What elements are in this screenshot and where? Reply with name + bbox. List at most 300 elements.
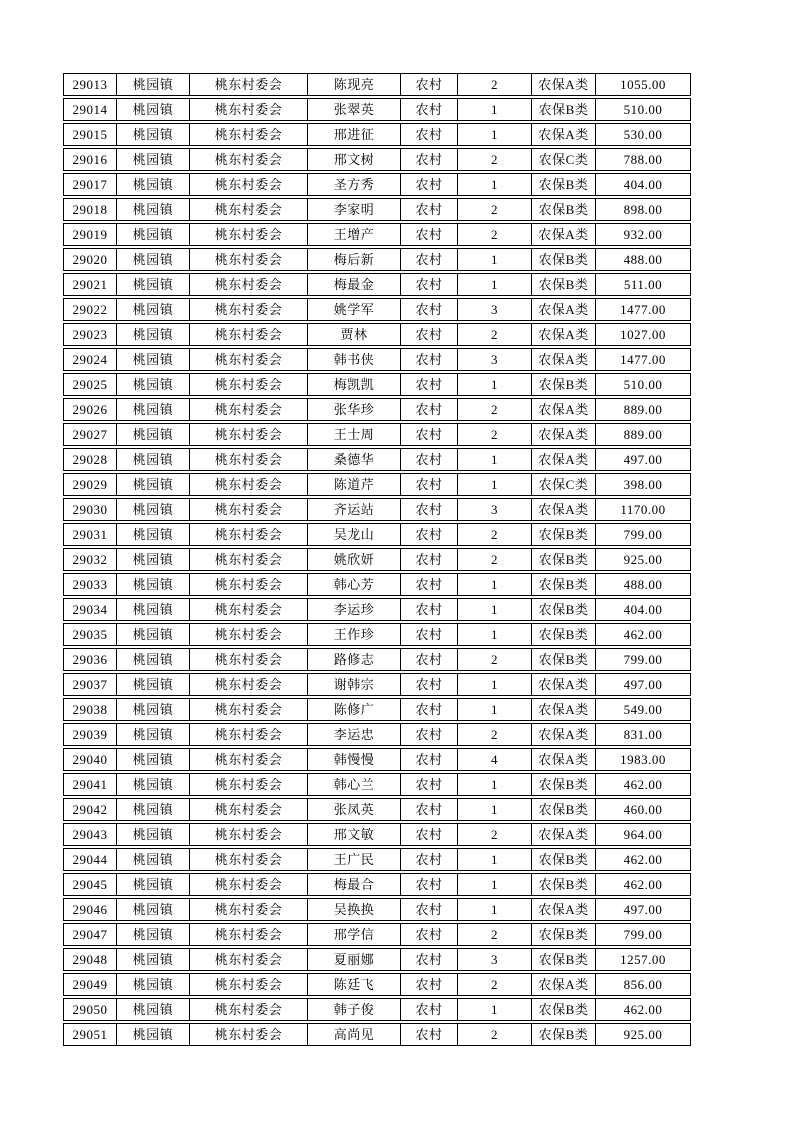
amount-cell: 398.00 — [596, 473, 691, 496]
record-id-cell: 29040 — [63, 748, 117, 771]
person-count-cell: 2 — [458, 923, 532, 946]
village-committee-cell: 桃东村委会 — [190, 923, 308, 946]
residence-type-cell: 农村 — [401, 173, 458, 196]
residence-type-cell: 农村 — [401, 348, 458, 371]
person-count-cell: 1 — [458, 248, 532, 271]
village-committee-cell: 桃东村委会 — [190, 398, 308, 421]
record-id-cell: 29019 — [63, 223, 117, 246]
town-cell: 桃园镇 — [117, 623, 190, 646]
person-count-cell: 2 — [458, 648, 532, 671]
record-id-cell: 29037 — [63, 673, 117, 696]
residence-type-cell: 农村 — [401, 398, 458, 421]
residence-type-cell: 农村 — [401, 423, 458, 446]
table-row — [63, 998, 691, 1021]
insurance-category-cell: 农保A类 — [532, 448, 596, 471]
person-name-cell: 高尚见 — [308, 1023, 401, 1046]
residence-type-cell: 农村 — [401, 298, 458, 321]
insurance-category-cell: 农保B类 — [532, 548, 596, 571]
person-name-cell: 王士周 — [308, 423, 401, 446]
residence-type-cell: 农村 — [401, 623, 458, 646]
person-name-cell: 李运忠 — [308, 723, 401, 746]
amount-cell: 1027.00 — [596, 323, 691, 346]
insurance-category-cell: 农保A类 — [532, 123, 596, 146]
village-committee-cell: 桃东村委会 — [190, 123, 308, 146]
table-row — [63, 148, 691, 171]
person-name-cell: 陈道芹 — [308, 473, 401, 496]
table-row — [63, 173, 691, 196]
table-row — [63, 898, 691, 921]
amount-cell: 462.00 — [596, 873, 691, 896]
amount-cell: 530.00 — [596, 123, 691, 146]
amount-cell: 510.00 — [596, 98, 691, 121]
town-cell: 桃园镇 — [117, 973, 190, 996]
town-cell: 桃园镇 — [117, 573, 190, 596]
insurance-category-cell: 农保B类 — [532, 798, 596, 821]
person-count-cell: 1 — [458, 773, 532, 796]
residence-type-cell: 农村 — [401, 373, 458, 396]
town-cell: 桃园镇 — [117, 198, 190, 221]
table-row — [63, 973, 691, 996]
person-count-cell: 2 — [458, 1023, 532, 1046]
insurance-category-cell: 农保B类 — [532, 98, 596, 121]
person-name-cell: 李家明 — [308, 198, 401, 221]
residence-type-cell: 农村 — [401, 123, 458, 146]
amount-cell: 925.00 — [596, 548, 691, 571]
person-count-cell: 1 — [458, 898, 532, 921]
table-row — [63, 648, 691, 671]
amount-cell: 1170.00 — [596, 498, 691, 521]
residence-type-cell: 农村 — [401, 98, 458, 121]
town-cell: 桃园镇 — [117, 448, 190, 471]
amount-cell: 462.00 — [596, 773, 691, 796]
amount-cell: 1055.00 — [596, 73, 691, 96]
insurance-category-cell: 农保B类 — [532, 173, 596, 196]
person-name-cell: 陈廷飞 — [308, 973, 401, 996]
village-committee-cell: 桃东村委会 — [190, 473, 308, 496]
table-row — [63, 523, 691, 546]
town-cell: 桃园镇 — [117, 373, 190, 396]
person-name-cell: 姚学军 — [308, 298, 401, 321]
amount-cell: 1477.00 — [596, 348, 691, 371]
residence-type-cell: 农村 — [401, 223, 458, 246]
residence-type-cell: 农村 — [401, 698, 458, 721]
insurance-category-cell: 农保B类 — [532, 273, 596, 296]
table-row — [63, 373, 691, 396]
amount-cell: 889.00 — [596, 423, 691, 446]
amount-cell: 511.00 — [596, 273, 691, 296]
amount-cell: 497.00 — [596, 898, 691, 921]
village-committee-cell: 桃东村委会 — [190, 423, 308, 446]
person-name-cell: 韩慢慢 — [308, 748, 401, 771]
amount-cell: 799.00 — [596, 648, 691, 671]
person-name-cell: 邢文敏 — [308, 823, 401, 846]
town-cell: 桃园镇 — [117, 423, 190, 446]
insurance-category-cell: 农保A类 — [532, 898, 596, 921]
table-row — [63, 448, 691, 471]
person-name-cell: 梅最合 — [308, 873, 401, 896]
person-name-cell: 王增产 — [308, 223, 401, 246]
residence-type-cell: 农村 — [401, 673, 458, 696]
village-committee-cell: 桃东村委会 — [190, 998, 308, 1021]
record-id-cell: 29034 — [63, 598, 117, 621]
town-cell: 桃园镇 — [117, 823, 190, 846]
table-row — [63, 548, 691, 571]
table-row — [63, 573, 691, 596]
record-id-cell: 29022 — [63, 298, 117, 321]
person-name-cell: 齐运站 — [308, 498, 401, 521]
amount-cell: 799.00 — [596, 923, 691, 946]
village-committee-cell: 桃东村委会 — [190, 323, 308, 346]
record-id-cell: 29051 — [63, 1023, 117, 1046]
person-count-cell: 1 — [458, 623, 532, 646]
person-name-cell: 吴龙山 — [308, 523, 401, 546]
village-committee-cell: 桃东村委会 — [190, 673, 308, 696]
table-row — [63, 798, 691, 821]
insurance-category-cell: 农保A类 — [532, 823, 596, 846]
record-id-cell: 29030 — [63, 498, 117, 521]
amount-cell: 497.00 — [596, 673, 691, 696]
amount-cell: 1257.00 — [596, 948, 691, 971]
insurance-category-cell: 农保B类 — [532, 948, 596, 971]
person-name-cell: 邢学信 — [308, 923, 401, 946]
table-row — [63, 923, 691, 946]
insurance-category-cell: 农保B类 — [532, 773, 596, 796]
person-name-cell: 韩书侠 — [308, 348, 401, 371]
person-name-cell: 姚欣妍 — [308, 548, 401, 571]
record-id-cell: 29026 — [63, 398, 117, 421]
person-name-cell: 梅最金 — [308, 273, 401, 296]
village-committee-cell: 桃东村委会 — [190, 298, 308, 321]
town-cell: 桃园镇 — [117, 123, 190, 146]
village-committee-cell: 桃东村委会 — [190, 73, 308, 96]
person-count-cell: 2 — [458, 823, 532, 846]
person-name-cell: 吴换换 — [308, 898, 401, 921]
table-row — [63, 198, 691, 221]
insurance-category-cell: 农保A类 — [532, 398, 596, 421]
town-cell: 桃园镇 — [117, 248, 190, 271]
person-count-cell: 1 — [458, 598, 532, 621]
table-row — [63, 623, 691, 646]
village-committee-cell: 桃东村委会 — [190, 348, 308, 371]
town-cell: 桃园镇 — [117, 173, 190, 196]
person-count-cell: 3 — [458, 348, 532, 371]
insurance-category-cell: 农保B类 — [532, 648, 596, 671]
person-count-cell: 2 — [458, 223, 532, 246]
person-count-cell: 2 — [458, 723, 532, 746]
record-id-cell: 29025 — [63, 373, 117, 396]
town-cell: 桃园镇 — [117, 873, 190, 896]
person-count-cell: 1 — [458, 873, 532, 896]
record-id-cell: 29038 — [63, 698, 117, 721]
residence-type-cell: 农村 — [401, 473, 458, 496]
record-id-cell: 29035 — [63, 623, 117, 646]
person-name-cell: 李运珍 — [308, 598, 401, 621]
amount-cell: 932.00 — [596, 223, 691, 246]
record-id-cell: 29016 — [63, 148, 117, 171]
person-count-cell: 2 — [458, 973, 532, 996]
person-count-cell: 2 — [458, 148, 532, 171]
person-name-cell: 邢文树 — [308, 148, 401, 171]
table-row — [63, 123, 691, 146]
residence-type-cell: 农村 — [401, 798, 458, 821]
table-row — [63, 73, 691, 96]
village-committee-cell: 桃东村委会 — [190, 1023, 308, 1046]
village-committee-cell: 桃东村委会 — [190, 898, 308, 921]
record-id-cell: 29017 — [63, 173, 117, 196]
person-count-cell: 1 — [458, 798, 532, 821]
residence-type-cell: 农村 — [401, 198, 458, 221]
person-count-cell: 1 — [458, 473, 532, 496]
person-name-cell: 韩子俊 — [308, 998, 401, 1021]
town-cell: 桃园镇 — [117, 748, 190, 771]
town-cell: 桃园镇 — [117, 473, 190, 496]
village-committee-cell: 桃东村委会 — [190, 973, 308, 996]
person-count-cell: 1 — [458, 673, 532, 696]
table-row — [63, 398, 691, 421]
insurance-category-cell: 农保B类 — [532, 598, 596, 621]
table-row — [63, 823, 691, 846]
records-table — [63, 73, 691, 1048]
village-committee-cell: 桃东村委会 — [190, 173, 308, 196]
record-id-cell: 29047 — [63, 923, 117, 946]
residence-type-cell: 农村 — [401, 598, 458, 621]
record-id-cell: 29044 — [63, 848, 117, 871]
record-id-cell: 29031 — [63, 523, 117, 546]
residence-type-cell: 农村 — [401, 748, 458, 771]
village-committee-cell: 桃东村委会 — [190, 548, 308, 571]
insurance-category-cell: 农保A类 — [532, 723, 596, 746]
village-committee-cell: 桃东村委会 — [190, 498, 308, 521]
record-id-cell: 29032 — [63, 548, 117, 571]
amount-cell: 510.00 — [596, 373, 691, 396]
person-name-cell: 梅后新 — [308, 248, 401, 271]
residence-type-cell: 农村 — [401, 73, 458, 96]
town-cell: 桃园镇 — [117, 523, 190, 546]
residence-type-cell: 农村 — [401, 148, 458, 171]
record-id-cell: 29043 — [63, 823, 117, 846]
record-id-cell: 29024 — [63, 348, 117, 371]
town-cell: 桃园镇 — [117, 998, 190, 1021]
town-cell: 桃园镇 — [117, 98, 190, 121]
village-committee-cell: 桃东村委会 — [190, 273, 308, 296]
person-count-cell: 1 — [458, 573, 532, 596]
insurance-category-cell: 农保B类 — [532, 998, 596, 1021]
record-id-cell: 29049 — [63, 973, 117, 996]
table-row — [63, 1023, 691, 1046]
person-count-cell: 2 — [458, 198, 532, 221]
village-committee-cell: 桃东村委会 — [190, 823, 308, 846]
record-id-cell: 29045 — [63, 873, 117, 896]
amount-cell: 497.00 — [596, 448, 691, 471]
table-row — [63, 348, 691, 371]
person-name-cell: 谢韩宗 — [308, 673, 401, 696]
table-row — [63, 873, 691, 896]
person-name-cell: 张翠英 — [308, 98, 401, 121]
person-count-cell: 2 — [458, 398, 532, 421]
town-cell: 桃园镇 — [117, 948, 190, 971]
table-row — [63, 423, 691, 446]
table-row — [63, 248, 691, 271]
village-committee-cell: 桃东村委会 — [190, 573, 308, 596]
record-id-cell: 29020 — [63, 248, 117, 271]
record-id-cell: 29021 — [63, 273, 117, 296]
person-count-cell: 1 — [458, 698, 532, 721]
amount-cell: 404.00 — [596, 173, 691, 196]
amount-cell: 462.00 — [596, 998, 691, 1021]
town-cell: 桃园镇 — [117, 723, 190, 746]
amount-cell: 1983.00 — [596, 748, 691, 771]
village-committee-cell: 桃东村委会 — [190, 598, 308, 621]
town-cell: 桃园镇 — [117, 673, 190, 696]
table-row — [63, 948, 691, 971]
person-count-cell: 1 — [458, 123, 532, 146]
village-committee-cell: 桃东村委会 — [190, 723, 308, 746]
table-row — [63, 298, 691, 321]
insurance-category-cell: 农保B类 — [532, 848, 596, 871]
village-committee-cell: 桃东村委会 — [190, 773, 308, 796]
person-name-cell: 张凤英 — [308, 798, 401, 821]
residence-type-cell: 农村 — [401, 823, 458, 846]
residence-type-cell: 农村 — [401, 323, 458, 346]
insurance-category-cell: 农保A类 — [532, 498, 596, 521]
town-cell: 桃园镇 — [117, 548, 190, 571]
amount-cell: 925.00 — [596, 1023, 691, 1046]
person-name-cell: 陈修广 — [308, 698, 401, 721]
amount-cell: 462.00 — [596, 623, 691, 646]
town-cell: 桃园镇 — [117, 898, 190, 921]
person-count-cell: 1 — [458, 998, 532, 1021]
insurance-category-cell: 农保A类 — [532, 673, 596, 696]
person-name-cell: 夏丽娜 — [308, 948, 401, 971]
person-count-cell: 2 — [458, 73, 532, 96]
table-row — [63, 273, 691, 296]
person-name-cell: 梅凯凯 — [308, 373, 401, 396]
insurance-category-cell: 农保A类 — [532, 223, 596, 246]
village-committee-cell: 桃东村委会 — [190, 648, 308, 671]
table-row — [63, 223, 691, 246]
village-committee-cell: 桃东村委会 — [190, 448, 308, 471]
amount-cell: 799.00 — [596, 523, 691, 546]
record-id-cell: 29028 — [63, 448, 117, 471]
record-id-cell: 29039 — [63, 723, 117, 746]
person-name-cell: 张华珍 — [308, 398, 401, 421]
person-count-cell: 2 — [458, 523, 532, 546]
person-name-cell: 韩心芳 — [308, 573, 401, 596]
town-cell: 桃园镇 — [117, 798, 190, 821]
record-id-cell: 29041 — [63, 773, 117, 796]
village-committee-cell: 桃东村委会 — [190, 623, 308, 646]
town-cell: 桃园镇 — [117, 848, 190, 871]
person-count-cell: 3 — [458, 298, 532, 321]
record-id-cell: 29033 — [63, 573, 117, 596]
village-committee-cell: 桃东村委会 — [190, 848, 308, 871]
town-cell: 桃园镇 — [117, 348, 190, 371]
insurance-category-cell: 农保B类 — [532, 923, 596, 946]
amount-cell: 488.00 — [596, 573, 691, 596]
residence-type-cell: 农村 — [401, 948, 458, 971]
table-row — [63, 723, 691, 746]
record-id-cell: 29018 — [63, 198, 117, 221]
person-count-cell: 3 — [458, 948, 532, 971]
residence-type-cell: 农村 — [401, 923, 458, 946]
residence-type-cell: 农村 — [401, 498, 458, 521]
person-count-cell: 1 — [458, 273, 532, 296]
record-id-cell: 29015 — [63, 123, 117, 146]
record-id-cell: 29036 — [63, 648, 117, 671]
village-committee-cell: 桃东村委会 — [190, 148, 308, 171]
residence-type-cell: 农村 — [401, 573, 458, 596]
person-name-cell: 邢进征 — [308, 123, 401, 146]
table-row — [63, 848, 691, 871]
town-cell: 桃园镇 — [117, 323, 190, 346]
town-cell: 桃园镇 — [117, 498, 190, 521]
residence-type-cell: 农村 — [401, 773, 458, 796]
insurance-category-cell: 农保B类 — [532, 373, 596, 396]
amount-cell: 898.00 — [596, 198, 691, 221]
table-row — [63, 748, 691, 771]
town-cell: 桃园镇 — [117, 273, 190, 296]
person-name-cell: 贾林 — [308, 323, 401, 346]
village-committee-cell: 桃东村委会 — [190, 198, 308, 221]
insurance-category-cell: 农保B类 — [532, 248, 596, 271]
insurance-category-cell: 农保A类 — [532, 323, 596, 346]
town-cell: 桃园镇 — [117, 598, 190, 621]
residence-type-cell: 农村 — [401, 973, 458, 996]
person-name-cell: 圣方秀 — [308, 173, 401, 196]
village-committee-cell: 桃东村委会 — [190, 523, 308, 546]
residence-type-cell: 农村 — [401, 1023, 458, 1046]
amount-cell: 488.00 — [596, 248, 691, 271]
person-count-cell: 1 — [458, 373, 532, 396]
amount-cell: 831.00 — [596, 723, 691, 746]
person-count-cell: 1 — [458, 448, 532, 471]
person-count-cell: 2 — [458, 323, 532, 346]
residence-type-cell: 农村 — [401, 848, 458, 871]
person-name-cell: 桑德华 — [308, 448, 401, 471]
town-cell: 桃园镇 — [117, 398, 190, 421]
table-row — [63, 473, 691, 496]
person-count-cell: 2 — [458, 423, 532, 446]
person-count-cell: 3 — [458, 498, 532, 521]
residence-type-cell: 农村 — [401, 998, 458, 1021]
insurance-category-cell: 农保B类 — [532, 623, 596, 646]
town-cell: 桃园镇 — [117, 298, 190, 321]
insurance-category-cell: 农保A类 — [532, 973, 596, 996]
village-committee-cell: 桃东村委会 — [190, 698, 308, 721]
town-cell: 桃园镇 — [117, 73, 190, 96]
town-cell: 桃园镇 — [117, 648, 190, 671]
residence-type-cell: 农村 — [401, 723, 458, 746]
village-committee-cell: 桃东村委会 — [190, 748, 308, 771]
insurance-category-cell: 农保B类 — [532, 573, 596, 596]
insurance-category-cell: 农保B类 — [532, 523, 596, 546]
amount-cell: 856.00 — [596, 973, 691, 996]
residence-type-cell: 农村 — [401, 523, 458, 546]
record-id-cell: 29027 — [63, 423, 117, 446]
person-name-cell: 王广民 — [308, 848, 401, 871]
insurance-category-cell: 农保B类 — [532, 198, 596, 221]
table-row — [63, 98, 691, 121]
residence-type-cell: 农村 — [401, 898, 458, 921]
insurance-category-cell: 农保A类 — [532, 73, 596, 96]
insurance-category-cell: 农保A类 — [532, 298, 596, 321]
village-committee-cell: 桃东村委会 — [190, 948, 308, 971]
person-count-cell: 2 — [458, 548, 532, 571]
table-row — [63, 773, 691, 796]
record-id-cell: 29029 — [63, 473, 117, 496]
residence-type-cell: 农村 — [401, 273, 458, 296]
town-cell: 桃园镇 — [117, 773, 190, 796]
